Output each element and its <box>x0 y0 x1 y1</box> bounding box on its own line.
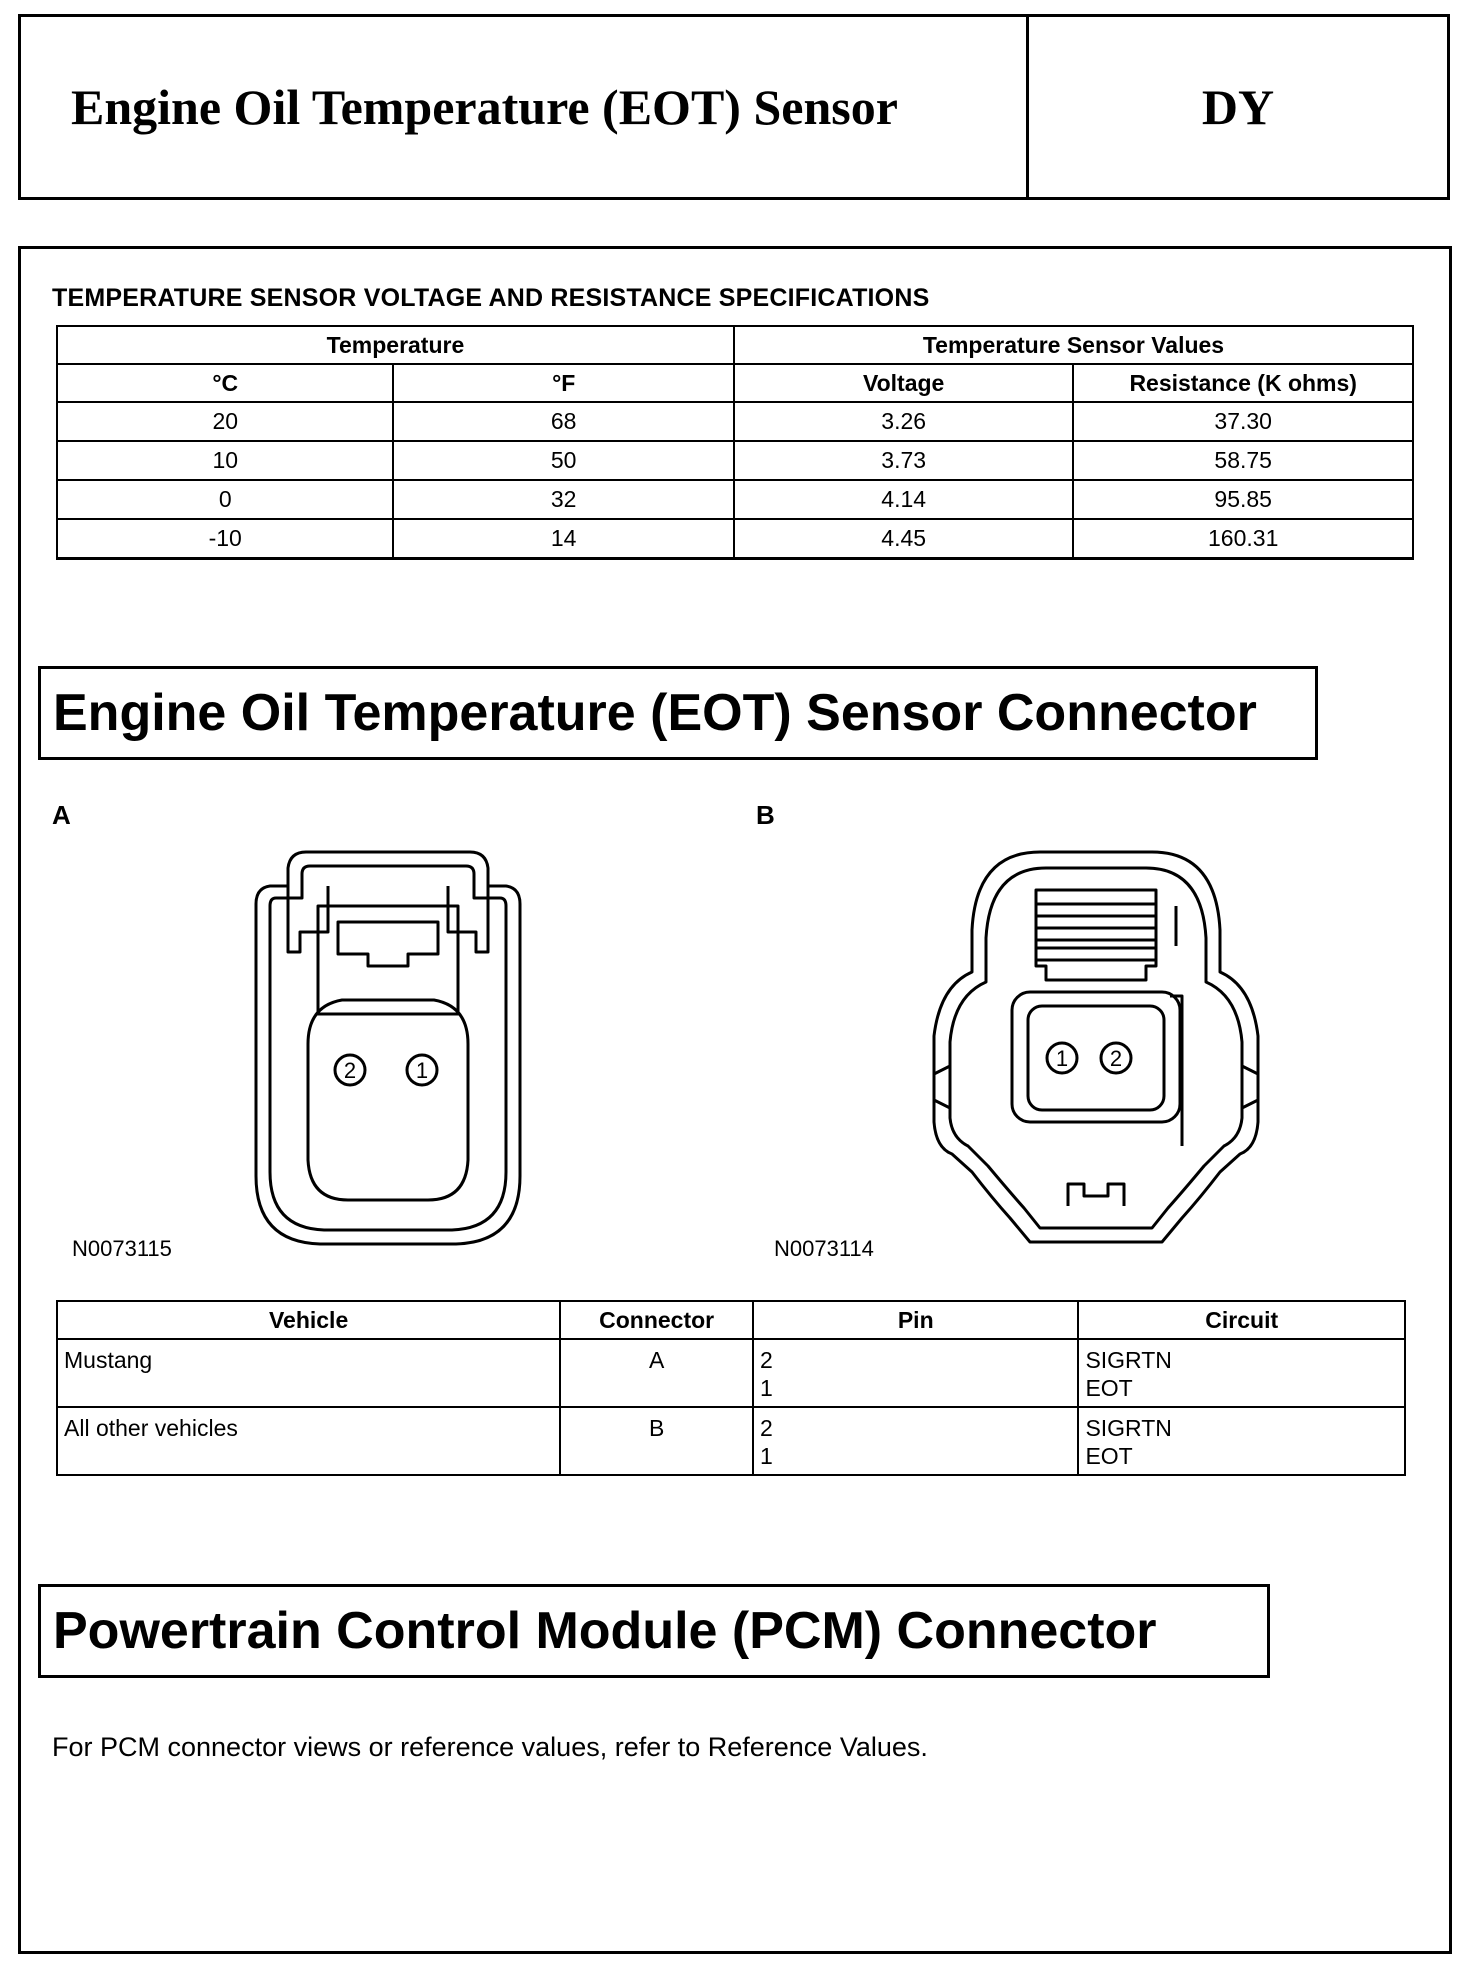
page-title: Engine Oil Temperature (EOT) Sensor <box>21 17 1029 197</box>
circuit-name: SIGRTN <box>1085 1415 1172 1441</box>
connector-b-bottom-notch <box>1068 1184 1124 1206</box>
connector-a-pin-1-label: 1 <box>415 1058 429 1083</box>
table-row <box>57 441 1413 480</box>
cell-circuit <box>1078 1339 1405 1407</box>
circuit-name: EOT <box>1085 1443 1133 1469</box>
cell-vehicle: Mustang <box>57 1339 560 1407</box>
connector-a-latch-outer <box>288 886 328 952</box>
cell-voltage: 4.14 <box>734 480 1073 519</box>
cell-resistance: 37.30 <box>1073 402 1413 441</box>
connector-b-pin-2-label: 2 <box>1109 1046 1123 1071</box>
circuit-name: EOT <box>1085 1375 1133 1401</box>
cell-voltage: 3.26 <box>734 402 1073 441</box>
table-row <box>57 519 1413 559</box>
cell-fahrenheit: 14 <box>393 519 733 559</box>
page-header <box>18 14 1450 200</box>
connector-b-plug-outer <box>1012 992 1180 1122</box>
cell-circuit <box>1078 1407 1405 1475</box>
pin-table-header-row <box>57 1301 1405 1339</box>
group-header-sensor-values: Temperature Sensor Values <box>734 326 1413 364</box>
connector-b-diagram <box>920 846 1272 1246</box>
connector-b-side-tab-left <box>934 1066 950 1108</box>
pin-table <box>56 1300 1406 1476</box>
connector-section-title <box>38 666 1318 760</box>
connector-a-outer-shell <box>256 852 520 1244</box>
column-header-pin: Pin <box>753 1301 1078 1339</box>
cell-celsius: -10 <box>57 519 393 559</box>
connector-b-side-tab-right <box>1242 1066 1258 1108</box>
connector-b-label: B <box>756 800 775 830</box>
circuit-name: SIGRTN <box>1085 1347 1172 1373</box>
connector-b-latch-rib-3 <box>1036 948 1156 960</box>
column-header-fahrenheit: °F <box>393 364 733 402</box>
cell-celsius: 10 <box>57 441 393 480</box>
connector-a-latch-tab <box>338 922 438 966</box>
cell-fahrenheit: 50 <box>393 441 733 480</box>
cell-fahrenheit: 32 <box>393 480 733 519</box>
cell-celsius: 0 <box>57 480 393 519</box>
connector-a-pin-2-label: 2 <box>343 1058 357 1083</box>
table-row <box>57 1407 1405 1475</box>
table-row <box>57 402 1413 441</box>
cell-voltage: 4.45 <box>734 519 1073 559</box>
spec-column-header-row <box>57 364 1413 402</box>
column-header-celsius: °C <box>57 364 393 402</box>
cell-resistance: 58.75 <box>1073 441 1413 480</box>
spec-group-header-row <box>57 326 1413 364</box>
connector-b-inner-shell <box>950 868 1242 1228</box>
connector-a-latch-outer-right <box>448 886 488 952</box>
connector-a-figure-id: N0073115 <box>72 1236 172 1261</box>
connector-a-label: A <box>52 800 71 830</box>
connector-b-figure-id: N0073114 <box>774 1236 874 1261</box>
column-header-circuit: Circuit <box>1078 1301 1405 1339</box>
connector-a-plug-body <box>308 1000 468 1200</box>
column-header-voltage: Voltage <box>734 364 1073 402</box>
connector-b-latch-rib-1 <box>1036 904 1156 916</box>
pin-number: 1 <box>760 1375 773 1401</box>
spec-table-title: TEMPERATURE SENSOR VOLTAGE AND RESISTANCE SPECIFICATIONS <box>52 284 930 312</box>
pcm-reference-note: For PCM connector views or reference values, refer to Reference Values. <box>52 1732 928 1762</box>
cell-connector: B <box>560 1407 753 1475</box>
column-header-resistance: Resistance (K ohms) <box>1073 364 1413 402</box>
pin-number: 2 <box>760 1415 773 1441</box>
cell-vehicle: All other vehicles <box>57 1407 560 1475</box>
connector-b-pin-1-label: 1 <box>1055 1046 1069 1071</box>
pcm-section-title <box>38 1584 1270 1678</box>
column-header-connector: Connector <box>560 1301 753 1339</box>
connector-section-title-text: Engine Oil Temperature (EOT) Sensor Connector <box>53 684 1257 742</box>
section-code: DY <box>1201 79 1275 135</box>
column-header-vehicle: Vehicle <box>57 1301 560 1339</box>
connector-b-outer-shell <box>934 852 1258 1242</box>
cell-pin <box>753 1339 1078 1407</box>
table-row <box>57 1339 1405 1407</box>
connector-a-diagram <box>248 846 528 1248</box>
cell-fahrenheit: 68 <box>393 402 733 441</box>
connector-b-latch-rib-2 <box>1036 928 1156 940</box>
cell-pin <box>753 1407 1078 1475</box>
cell-resistance: 95.85 <box>1073 480 1413 519</box>
table-row <box>57 480 1413 519</box>
pin-number: 2 <box>760 1347 773 1373</box>
pin-number: 1 <box>760 1443 773 1469</box>
cell-connector: A <box>560 1339 753 1407</box>
cell-voltage: 3.73 <box>734 441 1073 480</box>
pcm-section-title-text: Powertrain Control Module (PCM) Connector <box>53 1602 1157 1660</box>
spec-table <box>56 325 1414 560</box>
cell-resistance: 160.31 <box>1073 519 1413 559</box>
group-header-temperature: Temperature <box>57 326 734 364</box>
cell-celsius: 20 <box>57 402 393 441</box>
